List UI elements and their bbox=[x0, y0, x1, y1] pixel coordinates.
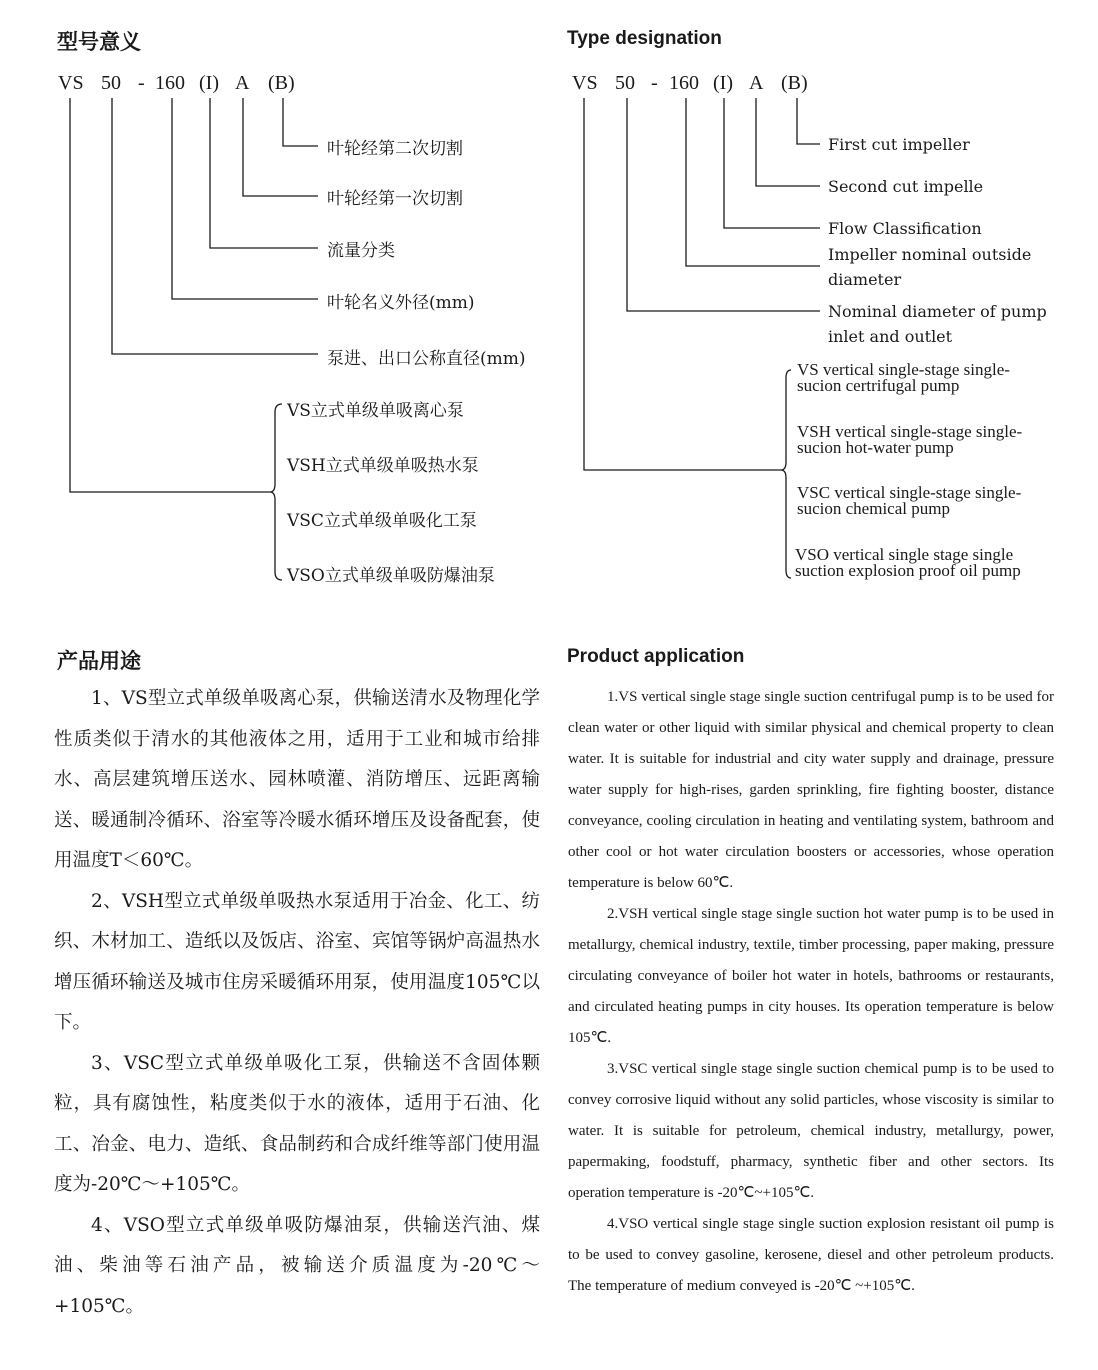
paragraph-vs-zh: 1、VS型立式单级单吸离心泵，供输送清水及物理化学性质类似于清水的其他液体之用，适用于工业和城市给排水、高层建筑增压送水、园林喷灌、消防增压、远距离输送、暖通制冷循环、浴室等冷暖水循环增压及设备配套，使用温度T＜60℃。 bbox=[54, 688, 540, 871]
type-vso-zh: VSO立式单级单吸防爆油泵 bbox=[287, 566, 495, 586]
code-second-cut: (B) bbox=[268, 72, 295, 94]
code-second-cut: (B) bbox=[781, 72, 808, 94]
code-inlet-diameter: 50 bbox=[615, 72, 635, 94]
type-vso-en: VSO vertical single stage single suction explosion proof oil pump bbox=[795, 545, 1021, 580]
paragraph-vs-en: 1.VS vertical single stage single suction centrifugal pump is to be used for clean water or other liquid with similar physical and chemical property to clean water. It is suitable for industrial and city water supply and drainage, pressure water supply for high-rises, garden sprinkling, fire fighting booster, distance conveyance, cooling circulation in heating and ventilating system, bathroom and other cool or hot water circulation boosters or accessories, whose operation temperature is below 60℃. bbox=[568, 689, 1054, 891]
paragraph-vsh-en: 2.VSH vertical single stage single suction hot water pump is to be used in metallurgy, chemical industry, textile, timber processing, paper making, pressure circulating conveyance of boiler hot water in hotels, bathrooms or restaurants, and circulated heating pumps in city houses. Its operation temperature is below 105℃. bbox=[568, 906, 1054, 1046]
label-flow-class-zh: 流量分类 bbox=[327, 241, 395, 261]
label-inlet-diameter-en: Nominal diameter of pump inlet and outlet bbox=[828, 302, 1047, 346]
label-impeller-diameter-zh: 叶轮名义外径(mm) bbox=[327, 293, 475, 313]
code-impeller-diameter: 160 bbox=[669, 72, 699, 94]
type-vsc-zh: VSC立式单级单吸化工泵 bbox=[287, 511, 477, 531]
code-flow-class: (I) bbox=[199, 72, 219, 94]
label-first-cut-en: First cut impeller bbox=[828, 135, 970, 154]
code-dash: - bbox=[651, 72, 658, 94]
type-vsc-en: VSC vertical single-stage single- sucion chemical pump bbox=[797, 483, 1022, 518]
paragraph-vsh-zh: 2、VSH型立式单级单吸热水泵适用于冶金、化工、纺织、木材加工、造纸以及饭店、浴室、宾馆等锅炉高温热水增压循环输送及城市住房采暖循环用泵，使用温度105℃以下。 bbox=[54, 890, 540, 1033]
application-text-en bbox=[568, 682, 1054, 1302]
paragraph-vso-en: 4.VSO vertical single stage single suction explosion resistant oil pump is to be used to convey gasoline, kerosene, diesel and other petroleum products. The temperature of medium conveyed is -20℃ ~+105℃. bbox=[568, 1216, 1054, 1294]
code-impeller-diameter: 160 bbox=[155, 72, 185, 94]
type-vsh-zh: VSH立式单级单吸热水泵 bbox=[287, 456, 479, 476]
code-inlet-diameter: 50 bbox=[101, 72, 121, 94]
label-second-cut-en: Second cut impelle bbox=[828, 177, 984, 196]
code-dash: - bbox=[138, 72, 145, 94]
label-second-cut-zh: 叶轮经第二次切割 bbox=[327, 139, 463, 159]
label-inlet-diameter-zh: 泵进、出口公称直径(mm) bbox=[327, 349, 526, 369]
application-heading-zh: 产品用途 bbox=[57, 649, 141, 673]
code-first-cut: A bbox=[235, 72, 250, 94]
code-flow-class: (I) bbox=[713, 72, 733, 94]
type-vsh-en: VSH vertical single-stage single- sucion hot-water pump bbox=[797, 422, 1023, 457]
paragraph-vsc-zh: 3、VSC型立式单级单吸化工泵，供输送不含固体颗粒，具有腐蚀性，粘度类似于水的液体，适用于石油、化工、冶金、电力、造纸、食品制药和合成纤维等部门使用温度为-20℃～+105℃。 bbox=[54, 1052, 540, 1195]
paragraph-vso-zh: 4、VSO型立式单级单吸防爆油泵，供输送汽油、煤油、柴油等石油产品，被输送介质温度为-20℃～+105℃。 bbox=[54, 1214, 540, 1317]
code-series: VS bbox=[58, 72, 84, 94]
type-vs-zh: VS立式单级单吸离心泵 bbox=[287, 401, 464, 421]
application-heading-en: Product application bbox=[567, 646, 745, 667]
application-text-zh bbox=[54, 679, 540, 1327]
label-first-cut-zh: 叶轮经第一次切割 bbox=[327, 189, 463, 209]
paragraph-vsc-en: 3.VSC vertical single stage single suction chemical pump is to be used to convey corrosive liquid without any solid particles, whose viscosity is similar to water. It is suitable for petroleum, chemical industry, metallurgy, power, papermaking, foodstuff, pharmacy, synthetic fiber and other sectors. Its operation temperature is -20℃~+105℃. bbox=[568, 1061, 1054, 1201]
type-vs-en: VS vertical single-stage single- sucion certrifugal pump bbox=[797, 360, 1010, 395]
type-designation-heading-zh: 型号意义 bbox=[57, 30, 141, 54]
code-series: VS bbox=[572, 72, 598, 94]
code-first-cut: A bbox=[749, 72, 764, 94]
type-designation-heading-en: Type designation bbox=[567, 28, 722, 49]
label-impeller-diameter-en: Impeller nominal outside diameter bbox=[828, 245, 1032, 289]
label-flow-class-en: Flow Classification bbox=[828, 219, 982, 238]
